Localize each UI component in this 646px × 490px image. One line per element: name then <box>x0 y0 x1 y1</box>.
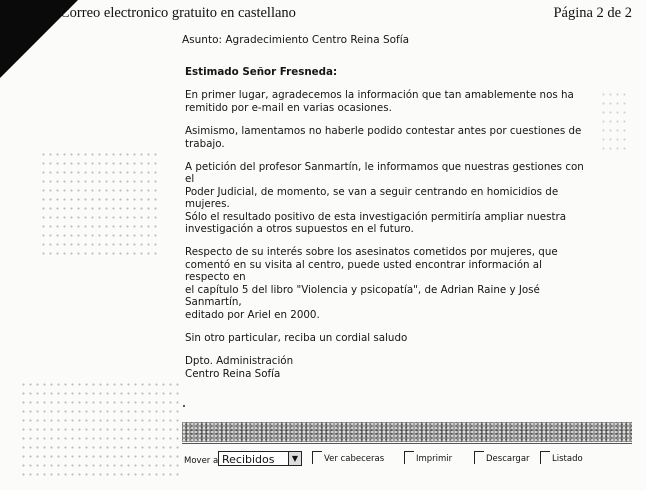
button-edge <box>404 451 414 464</box>
salutation-text: Estimado Señor Fresneda: <box>185 66 338 78</box>
button-edge <box>312 451 322 464</box>
chevron-down-icon[interactable]: ▼ <box>288 452 301 465</box>
paragraph-line: el capítulo 5 del libro "Violencia y psicopatía", de Adrian Raine y José <box>185 283 540 296</box>
paragraph-line: Poder Judicial, de momento, se van a seguir centrando en homicidios de <box>185 185 559 198</box>
page-header-title: Correo electronico gratuito en castellano <box>60 5 296 21</box>
scan-noise-left <box>40 150 160 260</box>
stray-mark <box>183 405 185 407</box>
salutation <box>185 66 580 78</box>
paragraph-1 <box>185 89 580 114</box>
signature-line: Centro Reina Sofía <box>185 367 281 380</box>
list-label: Listado <box>552 454 583 464</box>
signature <box>185 355 580 380</box>
scan-noise-bottom-left <box>20 380 180 480</box>
paragraph-line: el <box>185 173 195 186</box>
list-button[interactable] <box>540 454 583 464</box>
paragraph-line: respecto en <box>185 271 246 284</box>
message-toolbar <box>184 450 634 470</box>
toolbar-divider <box>182 443 632 444</box>
paragraph-line: trabajo. <box>185 137 225 150</box>
button-edge <box>540 451 550 464</box>
closing <box>185 332 580 344</box>
print-label: Imprimir <box>416 454 453 464</box>
toolbar-band <box>182 422 632 442</box>
paragraph-line: Sanmartín, <box>185 296 242 309</box>
paragraph-3 <box>185 161 584 236</box>
folder-select[interactable] <box>218 451 302 466</box>
download-label: Descargar <box>486 454 530 464</box>
paragraph-line: investigación a otros supuestos en el futuro. <box>185 223 414 236</box>
paragraph-2 <box>185 125 580 150</box>
paragraph-line: remitido por e-mail en varias ocasiones. <box>185 101 392 114</box>
button-edge <box>474 451 484 464</box>
email-body <box>185 66 584 391</box>
paragraph-4 <box>185 246 580 320</box>
view-headers-button[interactable] <box>312 454 384 464</box>
folder-select-value: Recibidos <box>222 453 275 466</box>
closing-text: Sin otro particular, reciba un cordial saludo <box>185 331 408 344</box>
paragraph-line: Sólo el resultado positivo de esta investigación permitiría ampliar nuestra <box>185 210 567 223</box>
email-subject: Asunto: Agradecimiento Centro Reina Sofía <box>182 34 410 46</box>
paragraph-line: comentó en su visita al centro, puede usted encontrar información al <box>185 258 542 271</box>
paragraph-line: editado por Ariel en 2000. <box>185 308 320 321</box>
move-to-label: Mover a <box>184 456 219 466</box>
signature-line: Dpto. Administración <box>185 355 294 368</box>
download-button[interactable] <box>474 454 530 464</box>
paragraph-line: A petición del profesor Sanmartín, le informamos que nuestras gestiones con <box>185 161 584 174</box>
view-headers-label: Ver cabeceras <box>324 454 385 464</box>
page-number: Página 2 de 2 <box>553 5 632 21</box>
paragraph-line: Asimismo, lamentamos no haberle podido contestar antes por cuestiones de <box>185 125 582 138</box>
scan-noise-right <box>600 90 630 150</box>
paragraph-line: En primer lugar, agradecemos la información que tan amablemente nos ha <box>185 89 574 102</box>
print-button[interactable] <box>404 454 452 464</box>
paragraph-line: Respecto de su interés sobre los asesinatos cometidos por mujeres, que <box>185 246 558 259</box>
paragraph-line: mujeres. <box>185 198 230 211</box>
